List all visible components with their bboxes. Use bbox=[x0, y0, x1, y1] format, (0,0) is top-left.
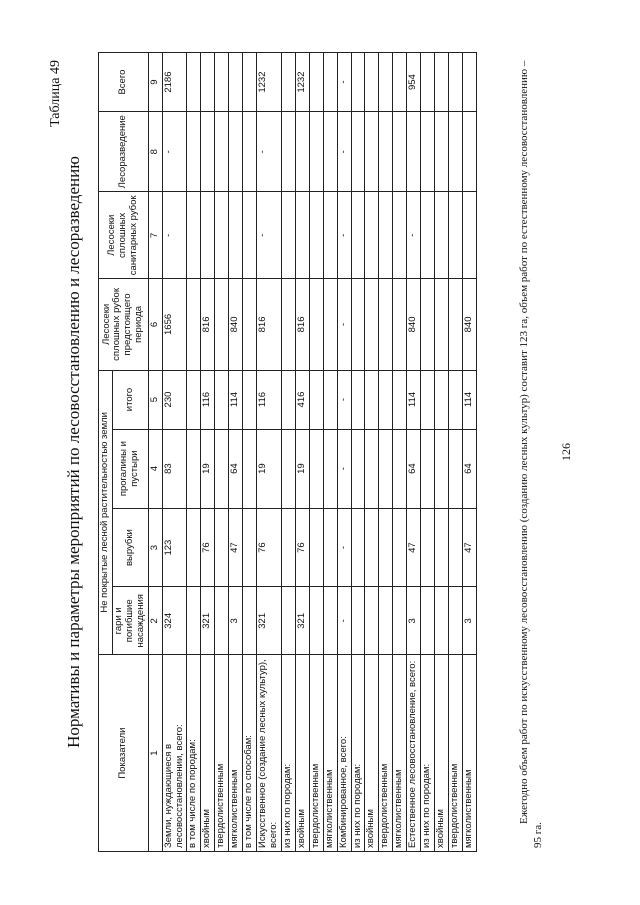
value-cell bbox=[309, 429, 323, 508]
table-row bbox=[407, 53, 421, 852]
value-cell bbox=[351, 192, 365, 279]
value-cell: - bbox=[162, 112, 187, 192]
value-cell bbox=[365, 370, 379, 429]
header-total: итого bbox=[112, 370, 148, 429]
value-cell bbox=[351, 429, 365, 508]
value-cell bbox=[295, 192, 309, 279]
row-label-cell: Земли, нуждающиеся в лесовосстановлении, всего: bbox=[162, 655, 187, 852]
table-row bbox=[435, 53, 449, 852]
value-cell bbox=[421, 587, 435, 655]
value-cell bbox=[393, 279, 407, 370]
value-cell bbox=[351, 112, 365, 192]
value-cell bbox=[365, 192, 379, 279]
value-cell: 230 bbox=[162, 370, 187, 429]
value-cell: 83 bbox=[162, 429, 187, 508]
value-cell: - bbox=[337, 370, 351, 429]
column-number-cell: 1 bbox=[148, 655, 162, 852]
column-numbers-row bbox=[148, 53, 162, 852]
reforestation-table bbox=[98, 52, 477, 852]
value-cell bbox=[309, 192, 323, 279]
value-cell: 816 bbox=[257, 279, 282, 370]
value-cell bbox=[215, 429, 229, 508]
row-label-cell: из них по породам: bbox=[281, 655, 295, 852]
value-cell bbox=[309, 112, 323, 192]
value-cell bbox=[448, 192, 462, 279]
value-cell bbox=[379, 53, 393, 112]
value-cell bbox=[243, 53, 257, 112]
value-cell: - bbox=[337, 112, 351, 192]
table-row bbox=[281, 53, 295, 852]
value-cell: 64 bbox=[229, 429, 243, 508]
value-cell: 816 bbox=[295, 279, 309, 370]
header-all: Всего bbox=[99, 53, 149, 112]
value-cell bbox=[215, 53, 229, 112]
value-cell: 76 bbox=[295, 508, 309, 587]
value-cell bbox=[295, 112, 309, 192]
value-cell bbox=[379, 112, 393, 192]
value-cell bbox=[421, 429, 435, 508]
value-cell: 3 bbox=[462, 587, 476, 655]
row-label-cell: хвойным bbox=[365, 655, 379, 852]
value-cell: 76 bbox=[257, 508, 282, 587]
row-label-cell: твердолиственным bbox=[379, 655, 393, 852]
value-cell: 47 bbox=[462, 508, 476, 587]
value-cell bbox=[365, 587, 379, 655]
value-cell: 64 bbox=[407, 429, 421, 508]
value-cell: 76 bbox=[201, 508, 215, 587]
value-cell: 2186 bbox=[162, 53, 187, 112]
value-cell: 1232 bbox=[257, 53, 282, 112]
value-cell bbox=[309, 279, 323, 370]
value-cell bbox=[323, 508, 337, 587]
value-cell bbox=[229, 112, 243, 192]
column-number-cell: 3 bbox=[148, 508, 162, 587]
value-cell: - bbox=[337, 587, 351, 655]
table-row bbox=[365, 53, 379, 852]
value-cell bbox=[379, 279, 393, 370]
table-row bbox=[448, 53, 462, 852]
value-cell bbox=[229, 53, 243, 112]
table-body bbox=[162, 53, 476, 852]
value-cell bbox=[215, 370, 229, 429]
value-cell: - bbox=[257, 112, 282, 192]
value-cell bbox=[323, 53, 337, 112]
value-cell bbox=[365, 279, 379, 370]
value-cell bbox=[281, 112, 295, 192]
table-row bbox=[243, 53, 257, 852]
row-label-cell: мягколиственным bbox=[393, 655, 407, 852]
row-label-cell: твердолиственным bbox=[448, 655, 462, 852]
value-cell: 840 bbox=[229, 279, 243, 370]
value-cell bbox=[365, 53, 379, 112]
value-cell bbox=[187, 279, 201, 370]
value-cell bbox=[243, 429, 257, 508]
value-cell: 321 bbox=[201, 587, 215, 655]
table-row bbox=[201, 53, 215, 852]
value-cell: 321 bbox=[295, 587, 309, 655]
value-cell: 123 bbox=[162, 508, 187, 587]
value-cell: - bbox=[257, 192, 282, 279]
value-cell bbox=[201, 192, 215, 279]
value-cell bbox=[462, 112, 476, 192]
value-cell: - bbox=[337, 508, 351, 587]
table-row bbox=[187, 53, 201, 852]
value-cell bbox=[379, 508, 393, 587]
value-cell: - bbox=[407, 192, 421, 279]
value-cell: - bbox=[337, 429, 351, 508]
value-cell bbox=[393, 508, 407, 587]
value-cell bbox=[323, 112, 337, 192]
value-cell bbox=[448, 279, 462, 370]
value-cell bbox=[243, 508, 257, 587]
value-cell bbox=[379, 370, 393, 429]
value-cell: 3 bbox=[229, 587, 243, 655]
row-label-cell: в том числе по способам: bbox=[243, 655, 257, 852]
value-cell: 321 bbox=[257, 587, 282, 655]
value-cell bbox=[379, 192, 393, 279]
value-cell: - bbox=[162, 192, 187, 279]
table-container bbox=[98, 52, 477, 852]
header-cutovers: вырубки bbox=[112, 508, 148, 587]
value-cell: - bbox=[337, 192, 351, 279]
value-cell bbox=[421, 370, 435, 429]
row-label-cell: мягколиственным bbox=[323, 655, 337, 852]
value-cell bbox=[281, 587, 295, 655]
value-cell bbox=[365, 508, 379, 587]
page-number: 126 bbox=[559, 443, 573, 461]
value-cell bbox=[187, 370, 201, 429]
value-cell bbox=[407, 112, 421, 192]
value-cell: 114 bbox=[229, 370, 243, 429]
value-cell bbox=[323, 279, 337, 370]
value-cell: 324 bbox=[162, 587, 187, 655]
value-cell bbox=[309, 587, 323, 655]
value-cell bbox=[243, 192, 257, 279]
value-cell bbox=[379, 587, 393, 655]
table-row bbox=[351, 53, 365, 852]
value-cell bbox=[393, 112, 407, 192]
value-cell bbox=[435, 429, 449, 508]
value-cell bbox=[448, 53, 462, 112]
row-label-cell: твердолиственным bbox=[309, 655, 323, 852]
value-cell: 816 bbox=[201, 279, 215, 370]
value-cell: 416 bbox=[295, 370, 309, 429]
value-cell bbox=[187, 587, 201, 655]
row-label-cell: мягколиственным bbox=[229, 655, 243, 852]
header-group-nonforested: Не покрытые лесной растительностью земли bbox=[99, 370, 113, 655]
value-cell bbox=[187, 112, 201, 192]
value-cell: 1656 bbox=[162, 279, 187, 370]
value-cell bbox=[309, 370, 323, 429]
value-cell bbox=[323, 587, 337, 655]
value-cell bbox=[281, 53, 295, 112]
table-row bbox=[379, 53, 393, 852]
value-cell bbox=[393, 192, 407, 279]
rotated-page bbox=[40, 42, 600, 862]
value-cell: 116 bbox=[201, 370, 215, 429]
table-row bbox=[229, 53, 243, 852]
table-row bbox=[323, 53, 337, 852]
header-indicators: Показатели bbox=[99, 655, 149, 852]
value-cell bbox=[448, 429, 462, 508]
value-cell: - bbox=[337, 279, 351, 370]
value-cell bbox=[462, 192, 476, 279]
value-cell bbox=[448, 112, 462, 192]
value-cell: 47 bbox=[229, 508, 243, 587]
value-cell: 954 bbox=[407, 53, 421, 112]
row-label-cell: в том числе по породам: bbox=[187, 655, 201, 852]
value-cell bbox=[187, 192, 201, 279]
value-cell bbox=[435, 53, 449, 112]
value-cell bbox=[351, 370, 365, 429]
value-cell bbox=[201, 112, 215, 192]
value-cell bbox=[215, 192, 229, 279]
value-cell bbox=[393, 53, 407, 112]
table-number: Таблица 49 bbox=[48, 60, 63, 127]
value-cell bbox=[351, 53, 365, 112]
value-cell bbox=[435, 112, 449, 192]
row-label-cell: из них по породам: bbox=[351, 655, 365, 852]
value-cell bbox=[351, 508, 365, 587]
table-row bbox=[421, 53, 435, 852]
value-cell bbox=[421, 53, 435, 112]
value-cell bbox=[462, 53, 476, 112]
column-number-cell: 7 bbox=[148, 192, 162, 279]
value-cell: 116 bbox=[257, 370, 282, 429]
value-cell: 840 bbox=[462, 279, 476, 370]
value-cell: 19 bbox=[295, 429, 309, 508]
value-cell bbox=[281, 192, 295, 279]
row-label-cell: из них по породам: bbox=[421, 655, 435, 852]
value-cell bbox=[435, 370, 449, 429]
value-cell: - bbox=[337, 53, 351, 112]
header-afforestation: Лесоразведение bbox=[99, 112, 149, 192]
value-cell bbox=[421, 192, 435, 279]
page-title: Нормативы и параметры мероприятий по лесовосстановлению и лесоразведению bbox=[64, 156, 83, 748]
row-label-cell: Комбинированное, всего: bbox=[337, 655, 351, 852]
table-row bbox=[215, 53, 229, 852]
value-cell bbox=[323, 192, 337, 279]
value-cell bbox=[309, 53, 323, 112]
value-cell bbox=[448, 370, 462, 429]
header-glades: прогалины и пустыри bbox=[112, 429, 148, 508]
value-cell: 1232 bbox=[295, 53, 309, 112]
value-cell bbox=[435, 192, 449, 279]
column-number-cell: 8 bbox=[148, 112, 162, 192]
row-label-cell: твердолиственным bbox=[215, 655, 229, 852]
row-label-cell: Естественное лесовосстановление, всего: bbox=[407, 655, 421, 852]
value-cell bbox=[351, 587, 365, 655]
value-cell bbox=[323, 429, 337, 508]
header-clear-cut: Лесосеки сплошных рубок предстоящего периода bbox=[99, 279, 149, 370]
value-cell bbox=[393, 587, 407, 655]
table-row bbox=[337, 53, 351, 852]
value-cell bbox=[448, 508, 462, 587]
column-number-cell: 4 bbox=[148, 429, 162, 508]
value-cell bbox=[229, 192, 243, 279]
value-cell: 19 bbox=[201, 429, 215, 508]
value-cell bbox=[393, 370, 407, 429]
table-row bbox=[162, 53, 187, 852]
value-cell: 114 bbox=[407, 370, 421, 429]
row-label-cell: хвойным bbox=[435, 655, 449, 852]
row-label-cell: Искусственное (создание лесных культур), всего: bbox=[257, 655, 282, 852]
table-row bbox=[295, 53, 309, 852]
value-cell bbox=[435, 587, 449, 655]
column-number-cell: 9 bbox=[148, 53, 162, 112]
value-cell: 19 bbox=[257, 429, 282, 508]
value-cell: 114 bbox=[462, 370, 476, 429]
value-cell: 840 bbox=[407, 279, 421, 370]
value-cell bbox=[215, 279, 229, 370]
value-cell bbox=[215, 508, 229, 587]
value-cell bbox=[243, 112, 257, 192]
value-cell bbox=[215, 112, 229, 192]
value-cell bbox=[187, 53, 201, 112]
value-cell bbox=[215, 587, 229, 655]
value-cell: 47 bbox=[407, 508, 421, 587]
row-label-cell: хвойным bbox=[295, 655, 309, 852]
value-cell bbox=[379, 429, 393, 508]
header-sanitary-cut: Лесосеки сплошных санитарных рубок bbox=[99, 192, 149, 279]
value-cell bbox=[187, 508, 201, 587]
value-cell bbox=[448, 587, 462, 655]
value-cell bbox=[421, 279, 435, 370]
value-cell bbox=[323, 370, 337, 429]
value-cell bbox=[281, 508, 295, 587]
table-row bbox=[462, 53, 476, 852]
value-cell bbox=[243, 370, 257, 429]
value-cell bbox=[393, 429, 407, 508]
value-cell bbox=[281, 429, 295, 508]
value-cell bbox=[435, 508, 449, 587]
value-cell bbox=[243, 587, 257, 655]
table-row bbox=[393, 53, 407, 852]
row-label-cell: мягколиственным bbox=[462, 655, 476, 852]
value-cell: 3 bbox=[407, 587, 421, 655]
row-label-cell: хвойным bbox=[201, 655, 215, 852]
table-row bbox=[257, 53, 282, 852]
value-cell: 64 bbox=[462, 429, 476, 508]
value-cell bbox=[201, 53, 215, 112]
value-cell bbox=[365, 112, 379, 192]
value-cell bbox=[351, 279, 365, 370]
value-cell bbox=[421, 112, 435, 192]
value-cell bbox=[421, 508, 435, 587]
value-cell bbox=[435, 279, 449, 370]
value-cell bbox=[243, 279, 257, 370]
value-cell bbox=[187, 429, 201, 508]
column-number-cell: 6 bbox=[148, 279, 162, 370]
header-burned: гари и погибшие насаждения bbox=[112, 587, 148, 655]
footnote: Ежегодно объем работ по искусственному лесовосстановлению (созданию лесных культур) составит 123 га, объем работ по естественному лесовосстановлению – 95 га. bbox=[518, 60, 544, 848]
column-number-cell: 5 bbox=[148, 370, 162, 429]
value-cell bbox=[281, 370, 295, 429]
value-cell bbox=[365, 429, 379, 508]
column-number-cell: 2 bbox=[148, 587, 162, 655]
table-row bbox=[309, 53, 323, 852]
value-cell bbox=[281, 279, 295, 370]
value-cell bbox=[309, 508, 323, 587]
